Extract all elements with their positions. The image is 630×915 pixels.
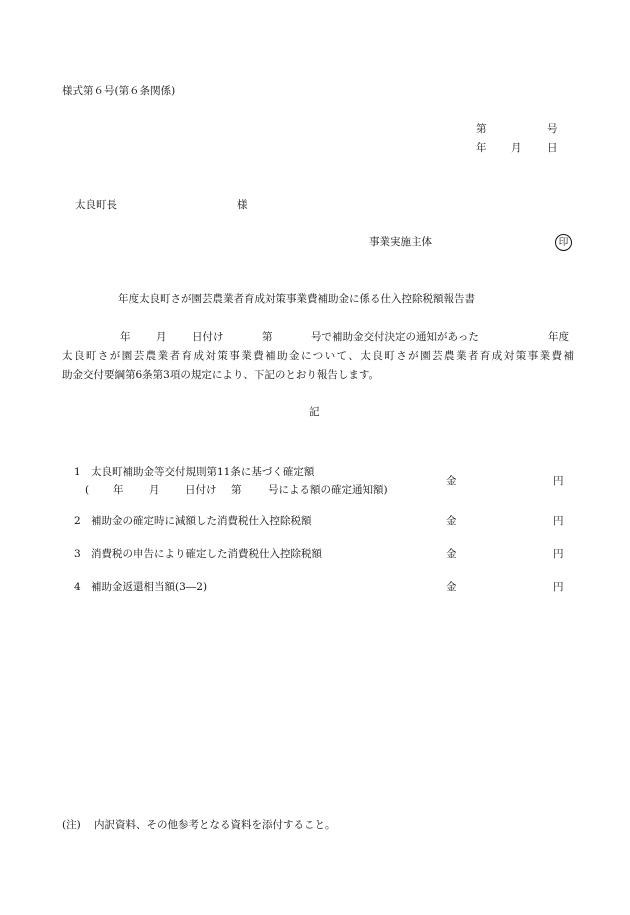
item-2-number: 2 — [74, 515, 81, 527]
item-4-number: 4 — [74, 581, 81, 593]
body-dai: 第 — [262, 331, 273, 343]
item-1-sub-month: 月 — [149, 484, 160, 496]
seal-mark: 印 — [555, 234, 572, 251]
item-3-label: 消費税の申告により確定した消費税仕入控除税額 — [91, 548, 322, 560]
note-label: (注) — [62, 819, 81, 831]
body-line-3: 助金交付要綱第6条第3項の規定により、下記のとおり報告します。 — [62, 369, 380, 381]
item-2-kin: 金 — [446, 515, 457, 527]
entity-label: 事業実施主体 — [369, 236, 432, 248]
item-1-en: 円 — [553, 475, 564, 487]
body-day: 日付け — [192, 331, 224, 343]
report-title: 年度太良町さが園芸農業者育成対策事業費補助金に係る仕入控除税額報告書 — [118, 293, 475, 305]
addressee-sama: 様 — [237, 199, 248, 211]
item-4-en: 円 — [553, 581, 564, 593]
body-nendo: 年度 — [548, 331, 569, 343]
body-year: 年 — [120, 331, 131, 343]
doc-number-dai: 第 — [476, 123, 487, 135]
item-3-number: 3 — [74, 548, 81, 560]
addressee-name: 太良町長 — [75, 199, 117, 211]
item-2-label: 補助金の確定時に減額した消費税仕入控除税額 — [91, 515, 312, 527]
item-1-sub-day: 日付け — [185, 484, 217, 496]
body-month: 月 — [156, 331, 167, 343]
item-4-label: 補助金返還相当額(3―2) — [91, 581, 208, 593]
item-3-kin: 金 — [446, 548, 457, 560]
body-line-2: 太良町さが園芸農業者育成対策事業費補助金について、太良町さが園芸農業者育成対策事業費補 — [62, 350, 574, 362]
item-3-en: 円 — [553, 548, 564, 560]
item-1-sub-year: 年 — [113, 484, 124, 496]
ki-mark: 記 — [309, 406, 320, 418]
date-day: 日 — [547, 142, 558, 154]
item-1-label: 太良町補助金等交付規則第11条に基づく確定額 — [91, 466, 315, 478]
item-1-kin: 金 — [446, 475, 457, 487]
doc-number-go: 号 — [547, 123, 558, 135]
item-1-number: 1 — [74, 466, 81, 478]
form-number: 様式第６号(第６条関係) — [62, 85, 176, 97]
item-1-sub-open: ( — [85, 484, 90, 496]
date-year: 年 — [476, 142, 487, 154]
item-1-sub-rest: 号による額の確定通知額) — [268, 484, 388, 496]
note-text: 内訳資料、その他参考となる資料を添付すること。 — [94, 819, 336, 831]
item-1-sub-dai: 第 — [231, 484, 242, 496]
item-4-kin: 金 — [446, 581, 457, 593]
item-2-en: 円 — [553, 515, 564, 527]
date-month: 月 — [511, 142, 522, 154]
body-notice: 号で補助金交付決定の通知があった — [311, 331, 479, 343]
